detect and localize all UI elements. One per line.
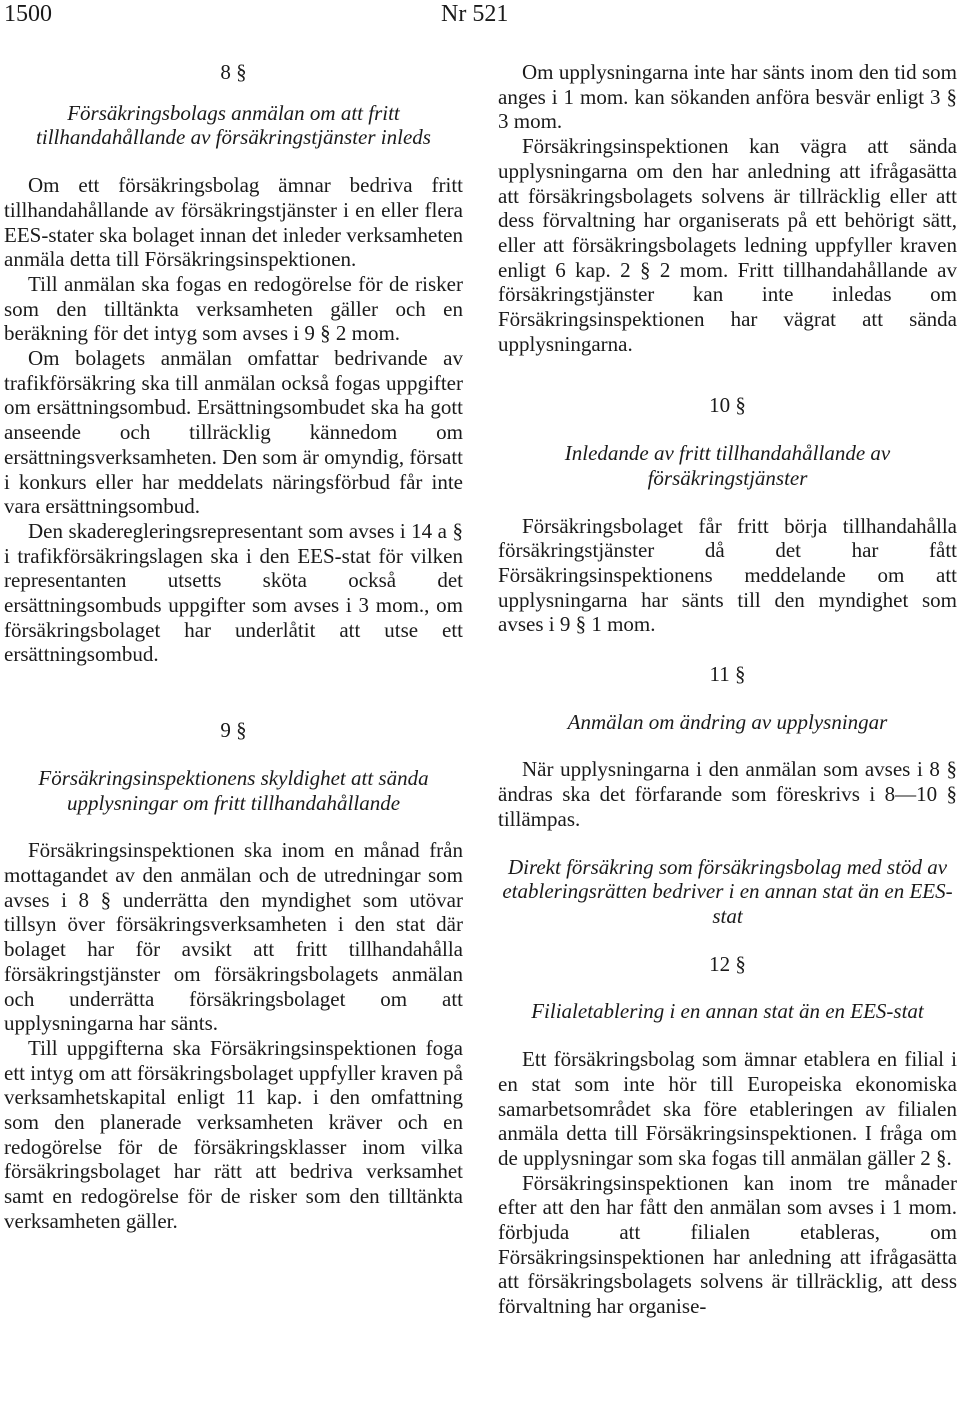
- right-column: [498, 60, 957, 1319]
- section-9-continued-paragraph-4: Försäkringsinspektionen kan vägra att sända upplysningarna om den har anledning att ifrågasätta att försäkringsbolagets solvens är tillräcklig eller att dess förvaltning har organiserats på ett behörigt sätt, eller att försäkringsbolagets ledning uppfyller kraven enligt 6 kap. 2 § 2 mom. Fritt tillhandahållande av försäkringstjänster kan inte inledas om Försäkringsinspektionen har vägrat att sända upplysningarna.: [498, 134, 957, 356]
- section-12-title: Filialetablering i en annan stat än en EES-stat: [531, 999, 924, 1024]
- section-9-continued-paragraph-3: Om upplysningarna inte har sänts inom den tid som anges i 1 mom. kan sökanden anföra besvär enligt 3 § 3 mom.: [498, 60, 957, 134]
- section-12-paragraph-2: Försäkringsinspektionen kan inom tre månader efter att den har fått den anmälan som avses i 1 mom. förbjuda att filialen etableras, om Försäkringsinspektionen har anledning att ifrågasätta att försäkringsbolagets solvens är tillräcklig, att dess förvaltning har organise-: [498, 1170, 957, 1319]
- section-8-number: 8 §: [220, 60, 247, 84]
- section-8-title: Försäkringsbolags anmälan om att fritt tillhandahållande av försäkringstjänster inleds: [36, 100, 431, 150]
- page-header: [0, 0, 960, 34]
- section-10-title: Inledande av fritt tillhandahållande av försäkringstjänster: [564, 441, 891, 490]
- section-9-paragraph-2: Till uppgifterna ska Försäkringsinspektionen foga ett intyg om att försäkringsbolaget uppfyller kraven på verksamhetskapital enligt 11 kap. i den omfattning som den planerade verksamheten kräver och en redogörelse för de försäkringsklasser inom vilka försäkringsbolaget har rätt att bedriva verksamhet samt en redogörelse för de risker som den tilltänkta verksamheten gäller.: [4, 1035, 463, 1233]
- section-11-paragraph-1: När upplysningarna i den anmälan som avses i 8 § ändras ska det förfarande som föreskrivs i 8—10 § tillämpas.: [498, 757, 957, 831]
- section-8-paragraph-3: Om bolagets anmälan omfattar bedrivande av trafikförsäkring ska till anmälan också fogas uppgifter om ersättningsombud. Ersättningsombudet ska ha gott anseende och tillräcklig kännedom om ersättningsverksamheten. Den som är omyndig, försatt i konkurs eller har meddelats näringsförbud får inte vara ersättningsombud.: [4, 346, 463, 519]
- section-9-title: Försäkringsinspektionens skyldighet att sända upplysningar om fritt tillhandahållande: [38, 765, 429, 815]
- section-11-title: Anmälan om ändring av upplysningar: [567, 709, 888, 734]
- section-8-paragraph-4: Den skaderegleringsrepresentant som avses i 14 a § i trafikförsäkringslagen ska i den EES-stat för vilken representanten utsetts sköta också det ersättningsombuds uppgifter som avses i 3 mom., om försäkringsbolaget har underlåtit att utse ett ersättningsombud.: [4, 518, 463, 667]
- chapter-title: Direkt försäkring som försäkringsbolag med stöd av etableringsrätten bedriver i en annan stat än en EES-stat: [502, 854, 953, 928]
- document-number: Nr 521: [441, 1, 509, 27]
- section-12-number: 12 §: [709, 951, 746, 976]
- section-9-paragraph-1: Försäkringsinspektionen ska inom en månad från mottagandet av den anmälan och de utredningar som avses i 8 § underrätta den myndighet som utövar tillsyn över försäkringsverksamheten i den stat där bolaget har för avsikt att fritt tillhandahålla försäkringstjänster om försäkringsbolagets anmälan och underrätta försäkringsbolaget om att upplysningarna har sänts.: [4, 838, 463, 1036]
- section-10-number: 10 §: [709, 393, 746, 418]
- section-8-paragraph-1: Om ett försäkringsbolag ämnar bedriva fritt tillhandahållande av försäkringstjänster i en eller flera EES-stater ska bolaget innan det inleder verksamheten anmäla detta till Försäkringsinspektionen.: [4, 173, 463, 272]
- section-8-paragraph-2: Till anmälan ska fogas en redogörelse för de risker som den tilltänkta verksamheten gäller och en beräkning för det intyg som avses i 9 § 2 mom.: [4, 271, 463, 346]
- section-12-paragraph-1: Ett försäkringsbolag som ämnar etablera en filial i en stat som inte hör till Europeiska ekonomiska samarbetsområdet ska före etableringen av filialen anmäla detta till Försäkringsinspektionen. I fråga om de upplysningar som ska fogas till anmälan gäller 2 §.: [498, 1047, 957, 1170]
- left-column: [4, 60, 463, 1234]
- section-11-number: 11 §: [709, 662, 746, 687]
- page-number: 1500: [4, 1, 52, 27]
- section-10-paragraph-1: Försäkringsbolaget får fritt börja tillhandahålla försäkringstjänster då det har fått Försäkringsinspektionens meddelande om att upplysningarna har sänts till den myndighet som avses i 9 § 1 mom.: [498, 513, 957, 637]
- section-9-number: 9 §: [220, 718, 247, 743]
